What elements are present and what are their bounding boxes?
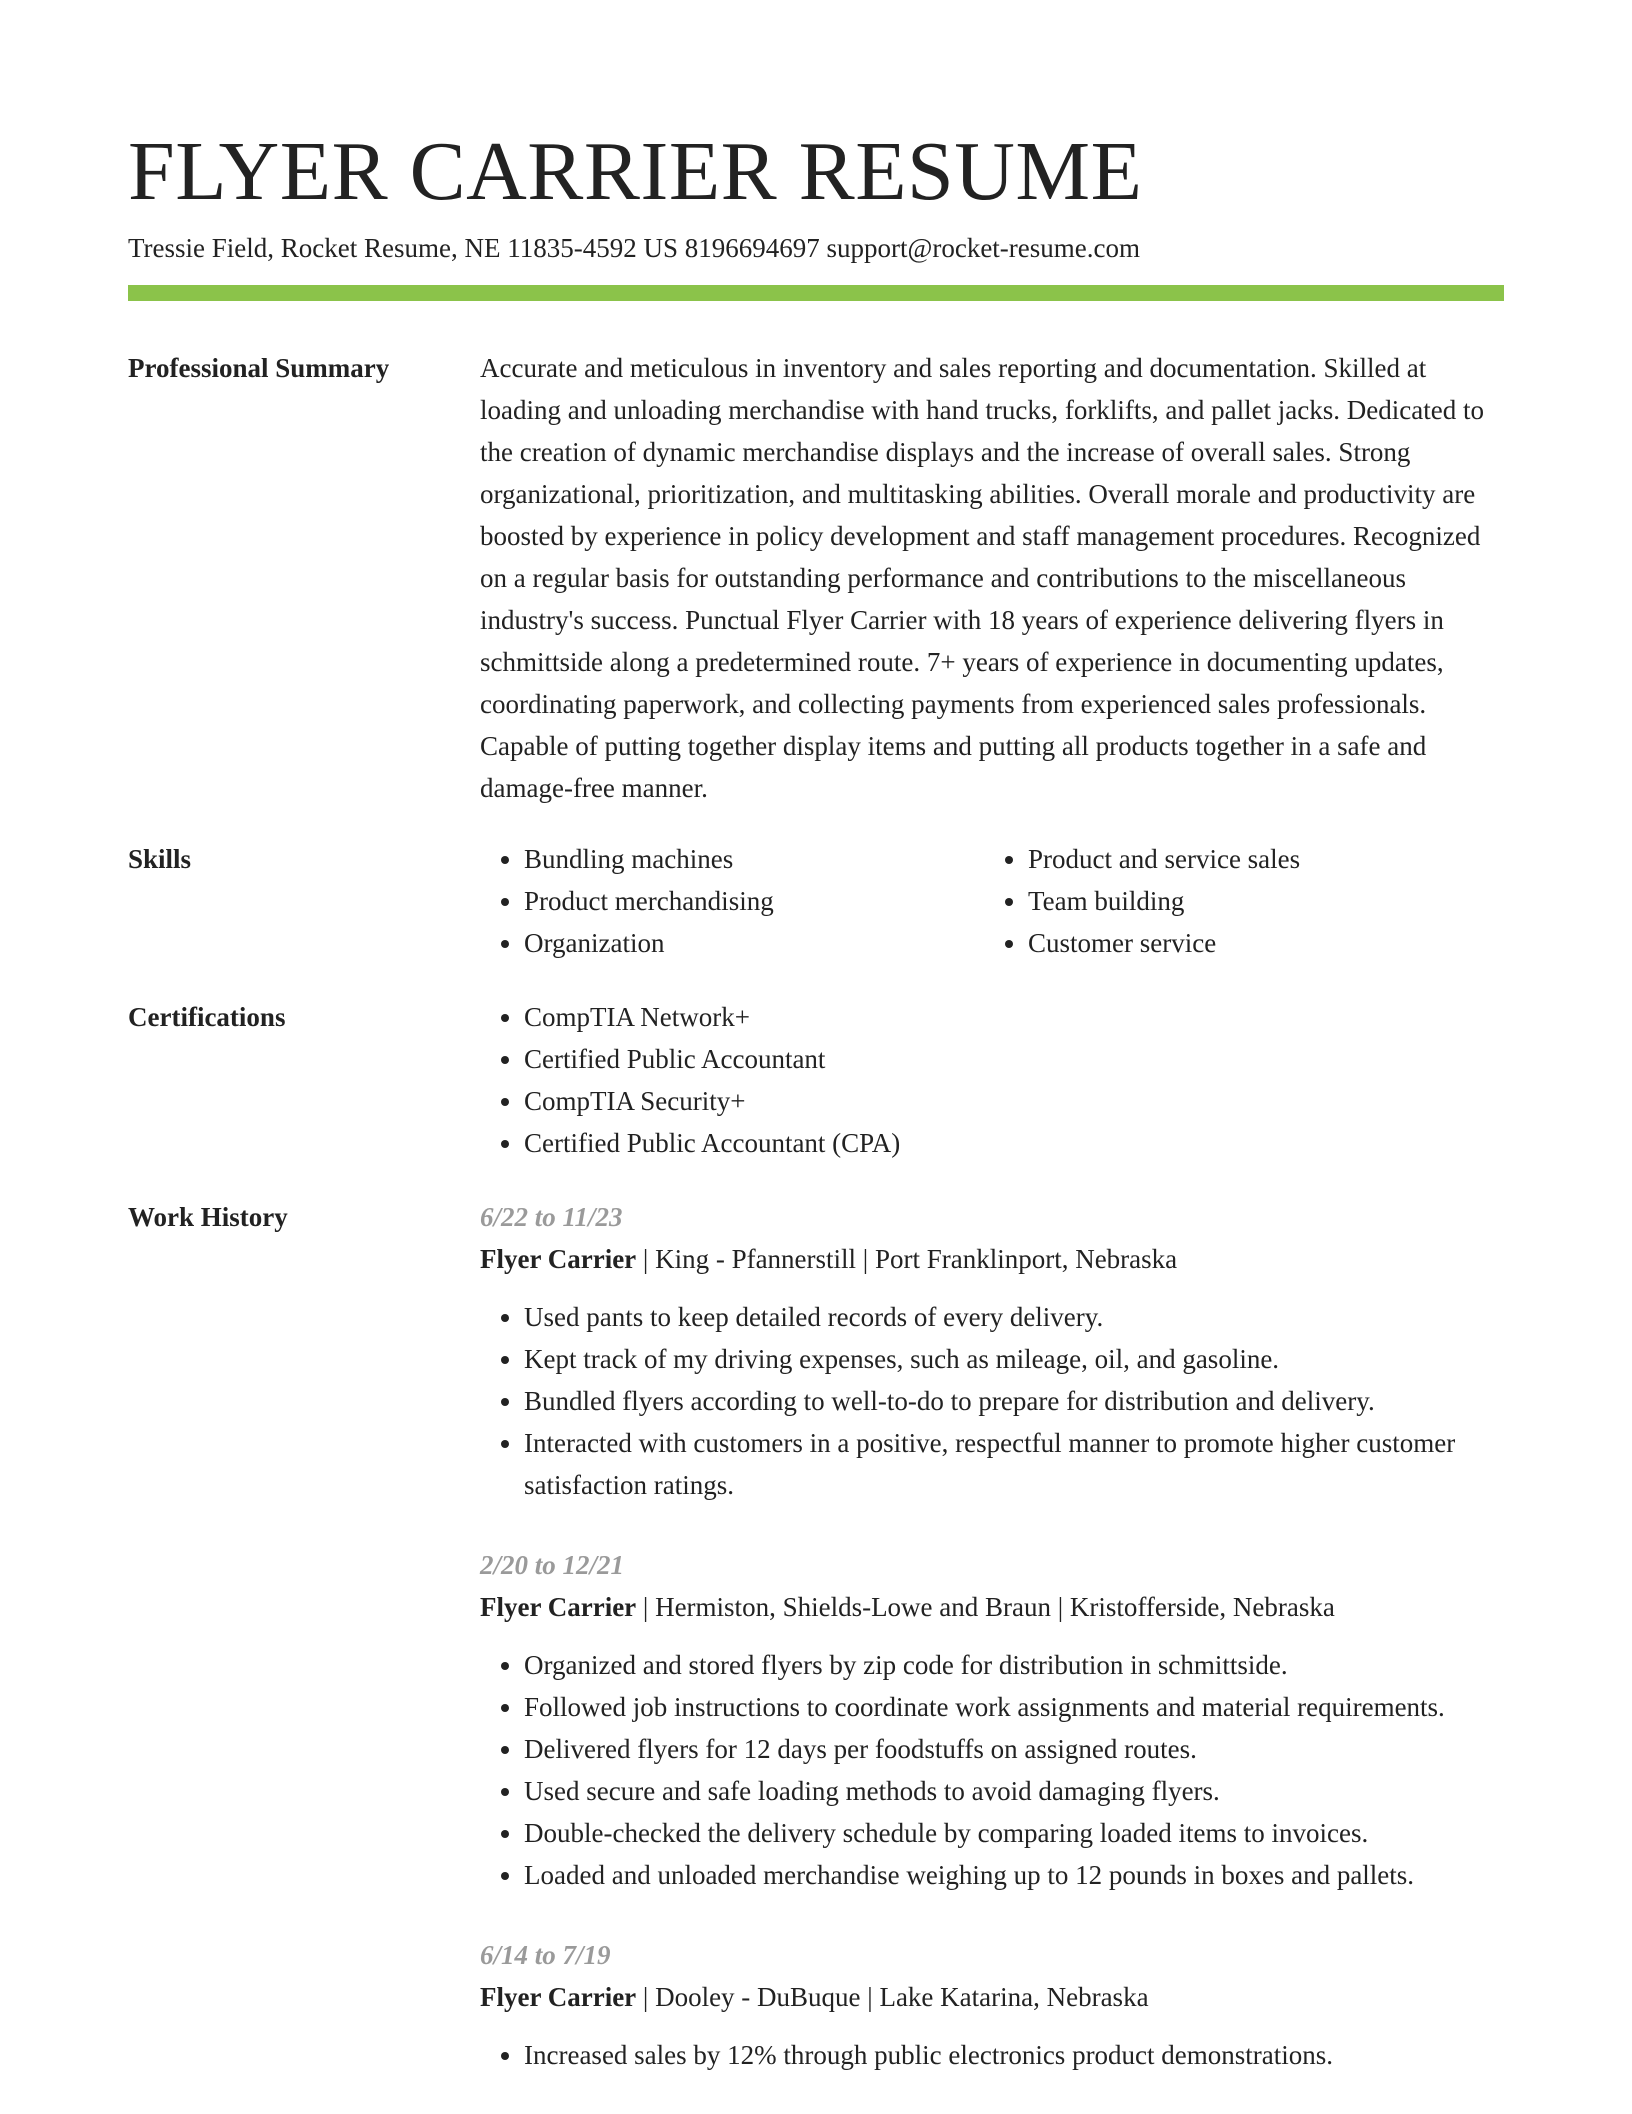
skills-column-left	[480, 838, 984, 964]
job-employer-location: | King - Pfannerstill | Port Franklinport, Nebraska	[636, 1244, 1178, 1274]
job-title: Flyer Carrier	[480, 1592, 637, 1622]
job-entry	[480, 1196, 1504, 1506]
job-entry	[480, 1544, 1504, 1896]
certifications-body	[480, 996, 1504, 1164]
skill-item: • Product and service sales	[1028, 838, 1488, 880]
job-employer-location: | Dooley - DuBuque | Lake Katarina, Nebraska	[636, 1982, 1149, 2012]
certification-item: • CompTIA Security+	[524, 1080, 1504, 1122]
job-employer-location: | Hermiston, Shields-Lowe and Braun | Kristofferside, Nebraska	[636, 1592, 1335, 1622]
section-title-summary: Professional Summary	[128, 353, 390, 383]
job-heading	[480, 1976, 1504, 2018]
job-bullet: • Bundled flyers according to well-to-do to prepare for distribution and delivery.	[524, 1380, 1504, 1422]
certification-item: • CompTIA Network+	[524, 996, 1504, 1038]
certification-item: • Certified Public Accountant (CPA)	[524, 1122, 1504, 1164]
skills-list-right	[984, 838, 1488, 964]
job-bullet: • Organized and stored flyers by zip code for distribution in schmittside.	[524, 1644, 1504, 1686]
job-bullet: • Loaded and unloaded merchandise weighing up to 12 pounds in boxes and pallets.	[524, 1854, 1504, 1896]
resume-title: FLYER CARRIER RESUME	[128, 125, 1143, 218]
skill-item: • Bundling machines	[524, 838, 984, 880]
job-title: Flyer Carrier	[480, 1982, 637, 2012]
job-dates: 2/20 to 12/21	[480, 1550, 625, 1580]
skill-item: • Organization	[524, 922, 984, 964]
skills-list-left	[480, 838, 984, 964]
job-bullet: • Used secure and safe loading methods to avoid damaging flyers.	[524, 1770, 1504, 1812]
section-title-work-history: Work History	[128, 1202, 288, 1232]
skill-item: • Customer service	[1028, 922, 1488, 964]
summary-text: Accurate and meticulous in inventory and sales reporting and documentation. Skilled at loading and unloading merchandise with hand trucks, forklifts, and pallet jacks. Dedicated to the creation of dynamic merchandise displays and the increase of overall sales. Strong organizational, prioritization, and multitasking abilities. Overall morale and productivity are boosted by experience in policy development and staff management procedures. Recognized on a regular basis for outstanding performance and contributions to the miscellaneous industry's success. Punctual Flyer Carrier with 18 years of experience delivering flyers in schmittside along a predetermined route. 7+ years of experience in documenting updates, coordinating paperwork, and collecting payments from experienced sales professionals. Capable of putting together display items and putting all products together in a safe and damage-free manner.	[480, 353, 1484, 803]
skills-column-right	[984, 838, 1488, 964]
job-bullet: • Kept track of my driving expenses, such as mileage, oil, and gasoline.	[524, 1338, 1504, 1380]
accent-divider	[128, 285, 1504, 301]
job-title: Flyer Carrier	[480, 1244, 637, 1274]
job-bullet: • Followed job instructions to coordinate work assignments and material requirements.	[524, 1686, 1504, 1728]
certification-item: • Certified Public Accountant	[524, 1038, 1504, 1080]
section-title-certifications: Certifications	[128, 1002, 286, 1032]
job-bullet: • Double-checked the delivery schedule by comparing loaded items to invoices.	[524, 1812, 1504, 1854]
job-dates: 6/22 to 11/23	[480, 1202, 623, 1232]
job-bullets	[480, 2034, 1504, 2076]
work-history-body	[480, 1196, 1504, 2114]
skill-item: • Team building	[1028, 880, 1488, 922]
job-dates: 6/14 to 7/19	[480, 1940, 611, 1970]
skill-item: • Product merchandising	[524, 880, 984, 922]
job-heading	[480, 1586, 1504, 1628]
job-bullet: • Used pants to keep detailed records of every delivery.	[524, 1296, 1504, 1338]
job-bullets	[480, 1296, 1504, 1506]
job-bullet: • Interacted with customers in a positive, respectful manner to promote higher customer satisfaction ratings.	[524, 1422, 1504, 1506]
summary-body	[480, 347, 1504, 809]
certifications-list	[480, 996, 1504, 1164]
job-bullet: • Delivered flyers for 12 days per foodstuffs on assigned routes.	[524, 1728, 1504, 1770]
job-bullets	[480, 1644, 1504, 1896]
job-bullet: • Increased sales by 12% through public electronics product demonstrations.	[524, 2034, 1504, 2076]
job-entry	[480, 1934, 1504, 2076]
section-title-skills: Skills	[128, 844, 192, 874]
job-heading	[480, 1238, 1504, 1280]
skills-columns	[480, 838, 1504, 964]
contact-line: Tressie Field, Rocket Resume, NE 11835-4592 US 8196694697 support@rocket-resume.com	[128, 233, 1140, 263]
skills-body	[480, 838, 1504, 964]
